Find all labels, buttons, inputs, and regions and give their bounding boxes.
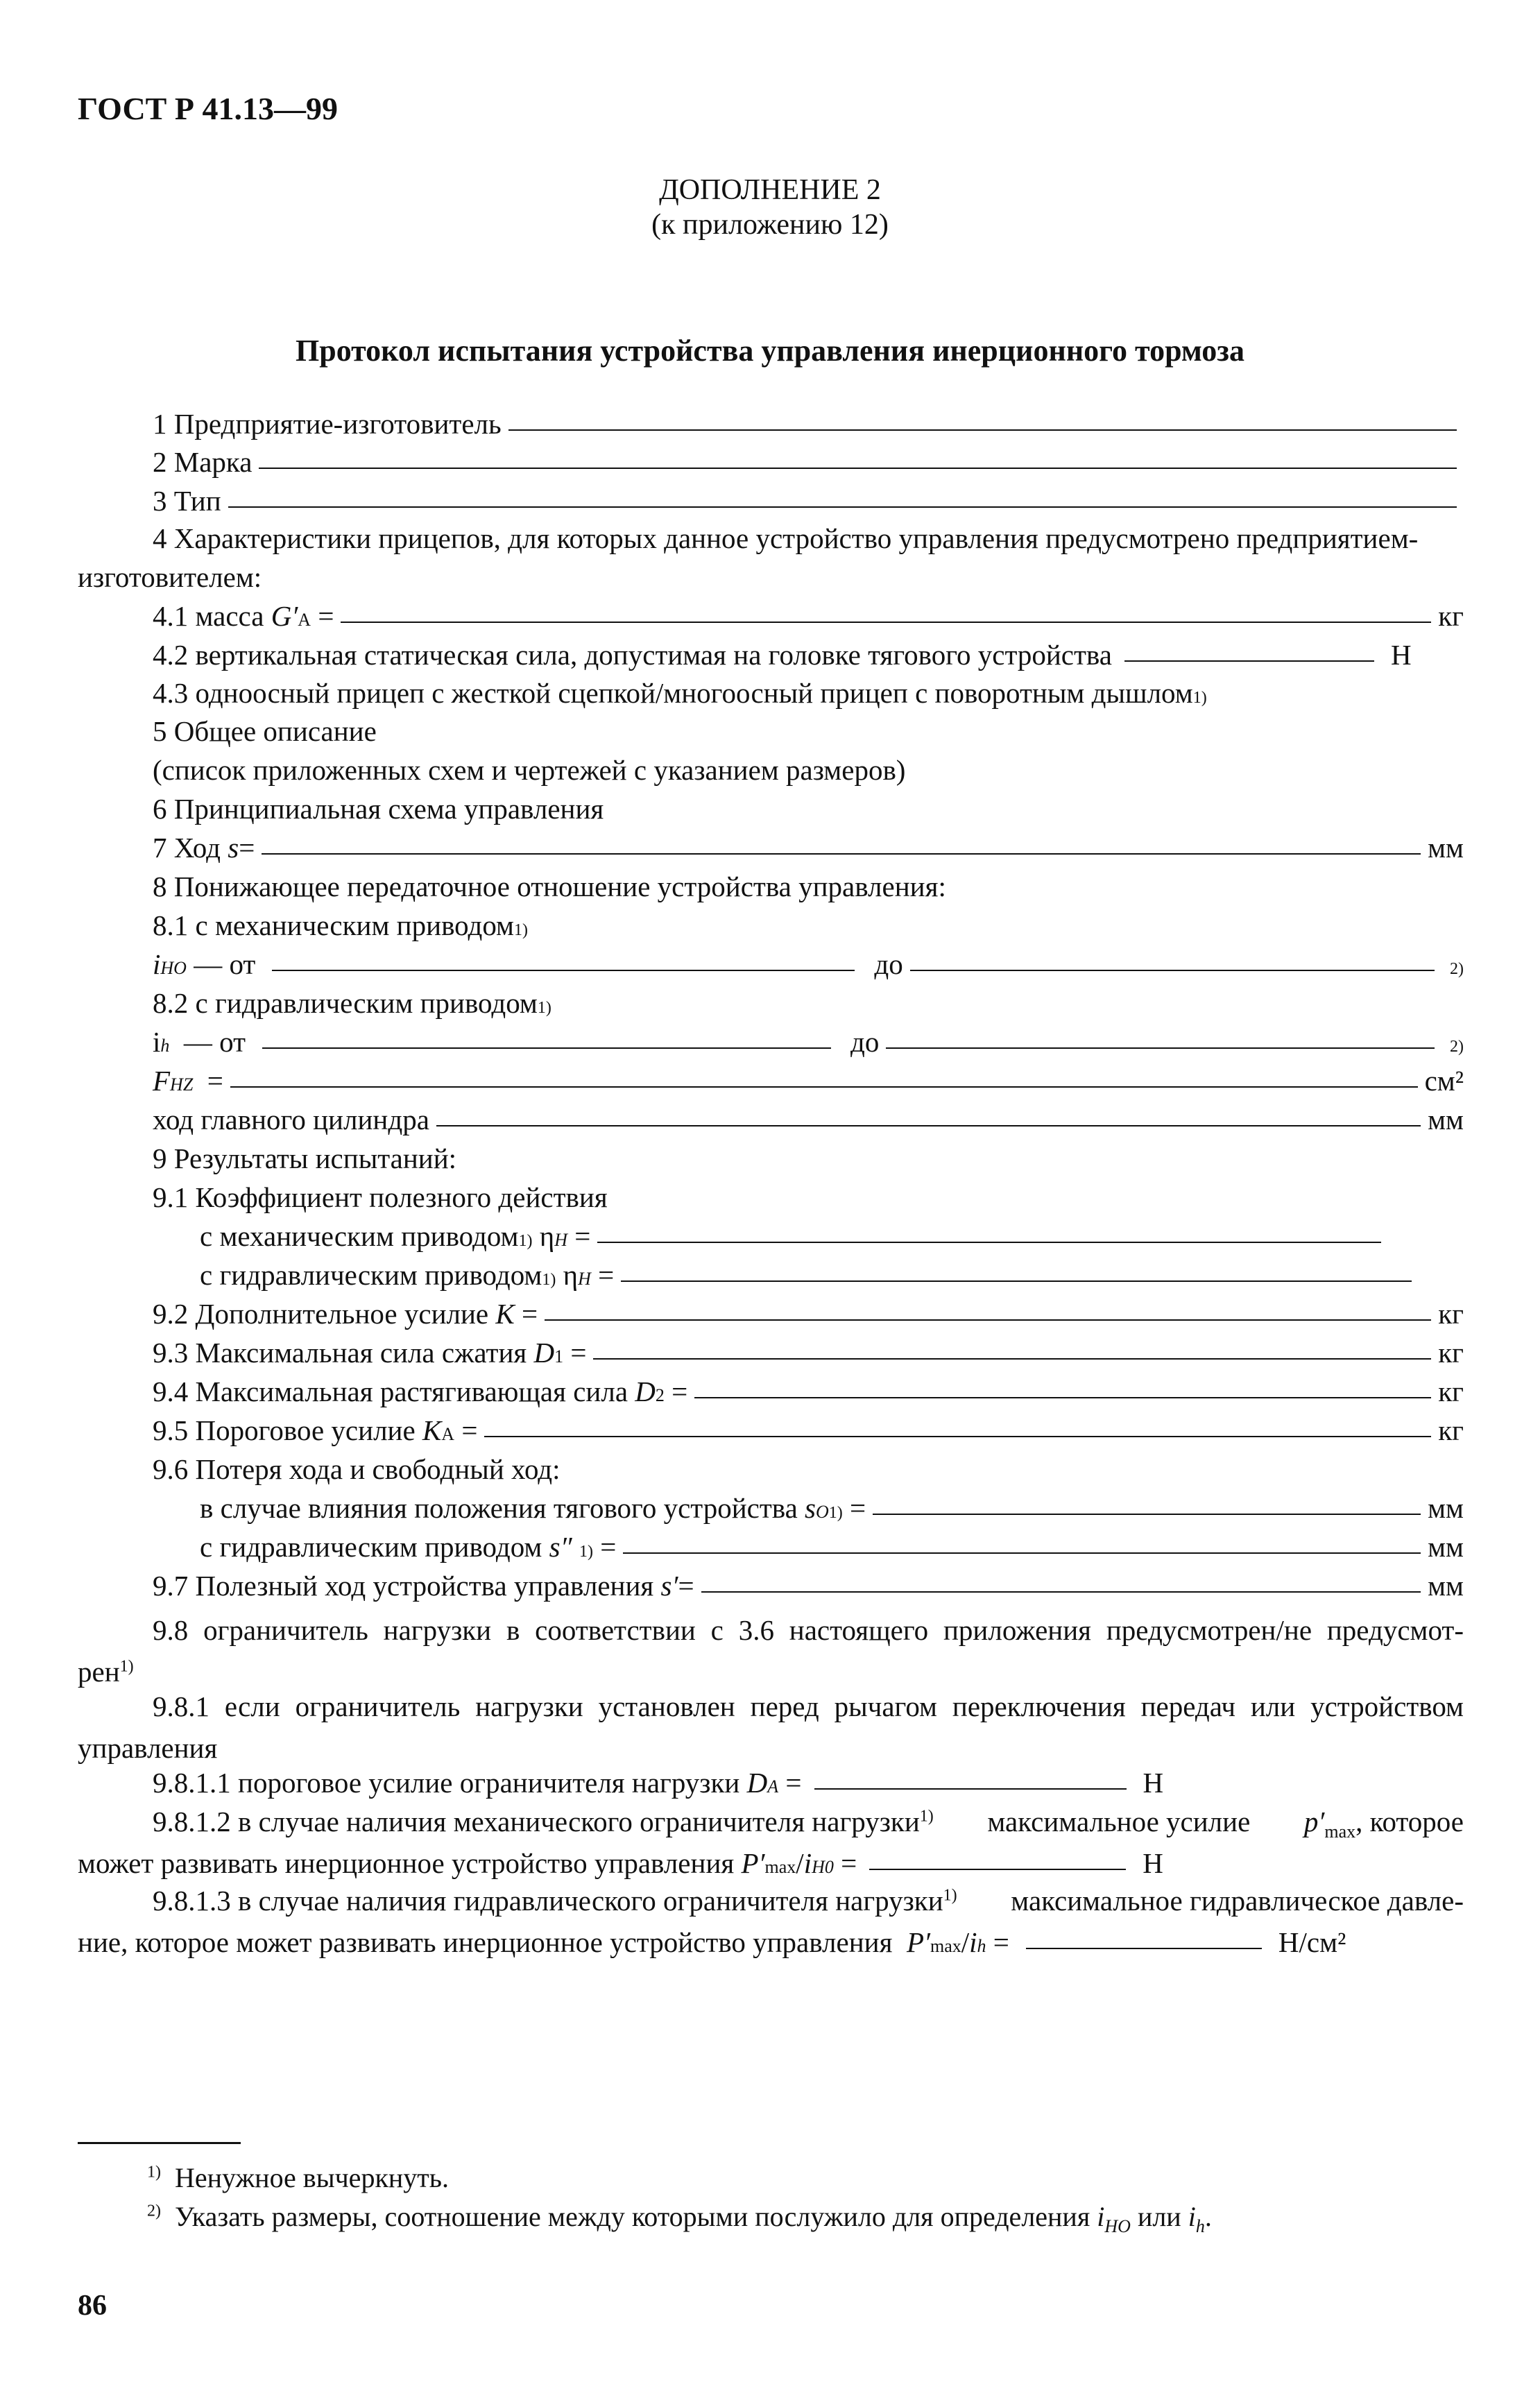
- field-iho-range: i HO — от до 2): [153, 948, 1464, 980]
- label: 4.2 вертикальная статическая сила, допустимая на головке тягового устройства: [153, 639, 1112, 671]
- footnote-mark: 1): [943, 1886, 957, 1905]
- symbol: i: [803, 1847, 812, 1879]
- field-additional-force: [153, 1297, 1464, 1330]
- label: 8.2 с гидравлическим приводом: [153, 987, 538, 1019]
- symbol: s: [228, 832, 239, 864]
- blank-line[interactable]: [508, 429, 1457, 431]
- blank-line[interactable]: [701, 1591, 1421, 1593]
- document-title: Протокол испытания устройства управления инерционного тормоза: [296, 334, 1244, 368]
- symbol: G′: [271, 600, 298, 632]
- blank-line[interactable]: [1026, 1948, 1262, 1949]
- text: , которое: [1355, 1806, 1464, 1837]
- item-4-line2: изготовителем:: [78, 561, 262, 593]
- field-manufacturer: [153, 407, 1464, 440]
- slash: /: [961, 1926, 970, 1958]
- item-5-note: (список приложенных схем и чертежей с указанием размеров): [153, 754, 906, 786]
- blank-line[interactable]: [814, 1788, 1127, 1790]
- blank-line[interactable]: [259, 468, 1457, 469]
- field-max-compression: 9.3 Максимальная сила сжатия D 1 = кг: [153, 1337, 1464, 1369]
- symbol: D: [635, 1376, 656, 1407]
- unit: Н/см²: [1278, 1926, 1346, 1958]
- eq: =: [461, 1414, 478, 1446]
- text: 9.8.1.3 в случае наличия гидравлического ограничителя нагрузки: [153, 1885, 943, 1917]
- eq: =: [841, 1847, 857, 1879]
- blank-line[interactable]: [545, 1319, 1431, 1321]
- supplement-title: ДОПОЛНЕНИЕ 2: [659, 174, 881, 206]
- field-type: [153, 484, 1464, 517]
- symbol: s: [805, 1492, 816, 1524]
- item-9-6: 9.6 Потеря хода и свободный ход:: [153, 1453, 561, 1485]
- label: 3 Тип: [153, 485, 221, 517]
- item-9: 9 Результаты испытаний:: [153, 1142, 457, 1174]
- symbol: s′: [660, 1570, 678, 1602]
- symbol: η: [563, 1259, 579, 1291]
- label: в случае влияния положения тягового устройства: [200, 1492, 798, 1524]
- field-lost-travel-hydraulic: с гидравлическим приводом s″ 1) = мм: [200, 1531, 1464, 1563]
- unit: Н: [1390, 639, 1412, 671]
- label: 4.1 масса: [153, 600, 264, 632]
- text: 9.8.1.2 в случае наличия механического ограничителя нагрузки: [153, 1806, 920, 1837]
- label: с гидравлическим приводом: [200, 1259, 542, 1291]
- label: с гидравлическим приводом: [200, 1531, 542, 1563]
- footnote-2: [147, 2200, 1212, 2236]
- label-to: до: [850, 1026, 880, 1058]
- field-fhz: F HZ = см²: [153, 1065, 1464, 1097]
- footnote-1: [147, 2161, 449, 2194]
- label: ход главного цилиндра: [153, 1104, 429, 1136]
- footnote-mark: 1): [119, 1657, 134, 1676]
- standard-header: ГОСТ Р 41.13—99: [78, 91, 338, 126]
- unit: Н: [1143, 1767, 1164, 1799]
- label: с механическим приводом: [200, 1220, 519, 1252]
- blank-line-from[interactable]: [272, 970, 855, 971]
- unit: кг: [1438, 1337, 1464, 1369]
- label: 7 Ход: [153, 832, 221, 864]
- symbol: K: [422, 1414, 442, 1446]
- symbol: i: [969, 1926, 977, 1958]
- blank-line[interactable]: [228, 506, 1457, 508]
- eq: =: [678, 1570, 694, 1602]
- field-stroke: [153, 831, 1464, 864]
- label: 9.8.1.1 пороговое усилие ограничителя нагрузки: [153, 1767, 740, 1799]
- symbol: F: [153, 1065, 171, 1097]
- supplement-subtitle: (к приложению 12): [651, 209, 889, 241]
- item-8-1: 8.1 с механическим приводом 1): [153, 909, 528, 941]
- label: 8.1 с механическим приводом: [153, 909, 514, 941]
- blank-line[interactable]: [1124, 660, 1374, 662]
- label: 9.5 Пороговое усилие: [153, 1414, 416, 1446]
- symbol: P′: [906, 1926, 930, 1958]
- blank-line[interactable]: [484, 1436, 1431, 1437]
- item-6: 6 Принципиальная схема управления: [153, 793, 604, 825]
- blank-line[interactable]: [597, 1242, 1381, 1243]
- blank-line-to[interactable]: [886, 1047, 1435, 1049]
- line: [78, 1801, 1464, 1842]
- symbol: p′: [1303, 1806, 1325, 1837]
- footnote-rule: [78, 2142, 241, 2144]
- label: 9.7 Полезный ход устройства управления: [153, 1570, 654, 1602]
- line: [78, 1880, 1464, 1921]
- item-5: 5 Общее описание: [153, 715, 377, 747]
- symbol-sub: HO: [1104, 2216, 1131, 2236]
- footnote-text: Ненужное вычеркнуть.: [175, 2162, 449, 2193]
- eq: =: [521, 1298, 538, 1330]
- item-8-2: 8.2 с гидравлическим приводом 1): [153, 987, 551, 1019]
- field-mass: 4.1 масса G′ A = кг: [153, 600, 1464, 632]
- eq: =: [207, 1065, 223, 1097]
- symbol-sub: h: [1195, 2216, 1205, 2236]
- symbol-sub: max: [1324, 1822, 1356, 1842]
- symbol: i: [153, 1026, 161, 1058]
- unit: см²: [1424, 1065, 1464, 1097]
- blank-line[interactable]: [230, 1086, 1418, 1088]
- unit: кг: [1438, 1376, 1464, 1407]
- item-4-line1: 4 Характеристики прицепов, для которых данное устройство управления предусмотрено предприятием-: [153, 522, 1419, 554]
- symbol: D: [533, 1337, 555, 1369]
- field-efficiency-mechanical: с механическим приводом 1) η H =: [200, 1219, 1448, 1253]
- blank-line[interactable]: [593, 1358, 1431, 1360]
- label: 2 Марка: [153, 446, 253, 478]
- eq: =: [993, 1926, 1009, 1958]
- unit: кг: [1438, 1414, 1464, 1446]
- page-number: 86: [78, 2290, 107, 2322]
- symbol: P′: [741, 1847, 765, 1879]
- symbol: i: [1097, 2201, 1105, 2232]
- eq: =: [598, 1259, 615, 1291]
- unit: мм: [1428, 832, 1464, 864]
- label-to: до: [874, 948, 903, 980]
- blank-line[interactable]: [341, 622, 1431, 623]
- footnote-text: Указать размеры, соотношение между которыми послужило для определения: [175, 2201, 1090, 2232]
- footnote-mark: 2): [147, 2202, 161, 2220]
- blank-line[interactable]: [262, 853, 1421, 855]
- eq: =: [850, 1492, 866, 1524]
- label: 1 Предприятие-изготовитель: [153, 408, 502, 440]
- unit: мм: [1428, 1570, 1464, 1602]
- unit: мм: [1428, 1104, 1464, 1136]
- label: 9.4 Максимальная растягивающая сила: [153, 1376, 628, 1407]
- footnote-mark: 1): [919, 1807, 934, 1826]
- symbol: i: [153, 948, 161, 980]
- symbol: s″: [549, 1531, 572, 1563]
- field-efficiency-hydraulic: с гидравлическим приводом 1) η H =: [200, 1258, 1448, 1292]
- symbol: i: [1188, 2201, 1196, 2232]
- eq: =: [574, 1220, 591, 1252]
- field-limiter-threshold: 9.8.1.1 пороговое усилие ограничителя нагрузки D A = Н: [153, 1767, 1164, 1799]
- text: максимальное усилие: [987, 1806, 1251, 1837]
- blank-line-from[interactable]: [262, 1047, 831, 1049]
- unit: Н: [1143, 1847, 1163, 1879]
- text: максимальное гидравлическое давле-: [1011, 1885, 1464, 1917]
- unit: кг: [1438, 1298, 1464, 1330]
- eq: =: [570, 1337, 587, 1369]
- label: 4.3 одноосный прицеп с жесткой сцепкой/многоосный прицеп с поворотным дышлом: [153, 677, 1193, 709]
- eq: =: [239, 832, 255, 864]
- label: — от: [183, 1026, 246, 1058]
- blank-line[interactable]: [694, 1397, 1431, 1398]
- footnote-text: или: [1137, 2201, 1181, 2232]
- item-8: 8 Понижающее передаточное отношение устройства управления:: [153, 871, 946, 902]
- text: ние, которое может развивать инерционное устройство управления: [78, 1926, 893, 1958]
- label: 9.2 Дополнительное усилие: [153, 1298, 489, 1330]
- text: может развивать инерционное устройство управления: [78, 1847, 735, 1879]
- item-9-8-1: [78, 1686, 1464, 1769]
- item-9-8: [78, 1609, 1464, 1693]
- symbol: D: [746, 1767, 768, 1799]
- unit: мм: [1428, 1492, 1464, 1524]
- line: рен: [78, 1656, 120, 1688]
- label: 9.3 Максимальная сила сжатия: [153, 1337, 527, 1369]
- eq: =: [600, 1531, 617, 1563]
- line: 9.8 ограничитель нагрузки в соответствии с 3.6 настоящего приложения предусмотрен/не предусмот-: [153, 1614, 1464, 1646]
- line: управления: [78, 1732, 218, 1764]
- item-9-8-1-2: [78, 1801, 1464, 1884]
- symbol: K: [495, 1298, 515, 1330]
- field-max-tension: 9.4 Максимальная растягивающая сила D 2 = кг: [153, 1376, 1464, 1407]
- symbol: η: [539, 1220, 555, 1252]
- field-useful-stroke: [153, 1569, 1464, 1602]
- line: 9.8.1 если ограничитель нагрузки установлен перед рычагом переключения передач или устройством: [153, 1690, 1464, 1722]
- field-master-cylinder-stroke: [153, 1103, 1464, 1136]
- line: может развивать инерционное устройство управления P′ max / i H0 = Н: [78, 1842, 1464, 1884]
- blank-line[interactable]: [436, 1125, 1421, 1126]
- field-vertical-force: [153, 638, 1464, 671]
- blank-line[interactable]: [869, 1869, 1126, 1870]
- field-ih-range: i h — от до 2): [153, 1026, 1464, 1058]
- eq: =: [785, 1767, 802, 1799]
- label: — от: [194, 948, 256, 980]
- field-threshold-force: 9.5 Пороговое усилие K A = кг: [153, 1414, 1464, 1446]
- field-brand: [153, 445, 1464, 479]
- field-lost-travel-towing: в случае влияния положения тягового устройства s O 1) = мм: [200, 1492, 1464, 1524]
- blank-line[interactable]: [873, 1514, 1421, 1515]
- unit: кг: [1438, 600, 1464, 632]
- footnote-mark: 1): [147, 2163, 161, 2182]
- item-9-1: 9.1 Коэффициент полезного действия: [153, 1181, 608, 1213]
- footnote-text: .: [1204, 2201, 1212, 2232]
- blank-line[interactable]: [621, 1280, 1412, 1282]
- blank-line[interactable]: [623, 1552, 1421, 1554]
- unit: мм: [1428, 1531, 1464, 1563]
- eq: =: [318, 600, 334, 632]
- line: ние, которое может развивать инерционное устройство управления P′ max / i h = Н/см²: [78, 1921, 1464, 1963]
- item-9-8-1-3: [78, 1880, 1464, 1963]
- slash: /: [796, 1847, 804, 1879]
- item-4-3: 4.3 одноосный прицеп с жесткой сцепкой/многоосный прицеп с поворотным дышлом 1): [153, 677, 1207, 709]
- eq: =: [671, 1376, 688, 1407]
- blank-line-to[interactable]: [910, 970, 1435, 971]
